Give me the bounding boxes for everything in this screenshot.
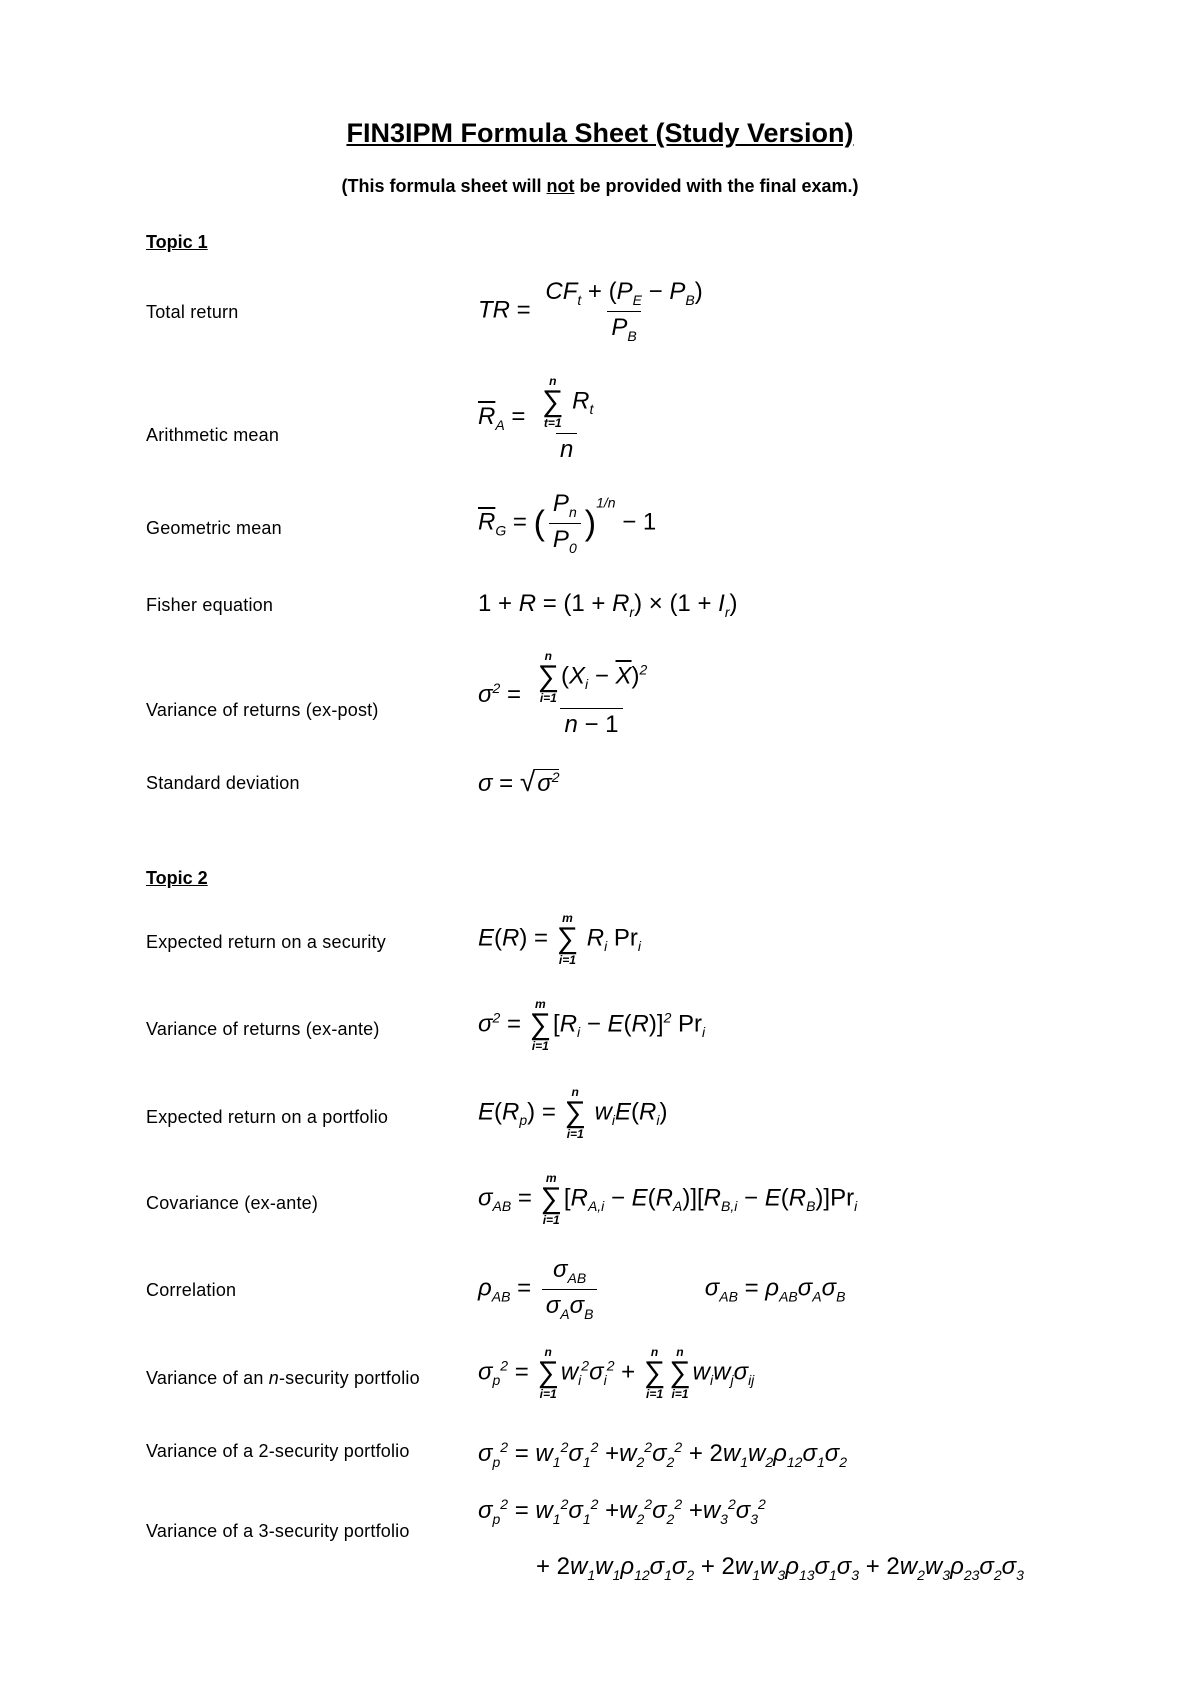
topic-2-heading: Topic 2 [146, 868, 208, 888]
formula-variance-ex-ante: $\sigma^2$ = m ∑ i=1 $[R_i - E(R)]^2$ $Pr_i$ [478, 997, 706, 1053]
subtitle-emphasis: not [546, 176, 575, 196]
formula-standard-deviation: $\sigma = √\sigma^2$ [478, 766, 560, 797]
label-total-return: Total return [146, 302, 239, 322]
formula-expected-return-security: E(R) = m ∑ i=1 $R_i$ $Pr_i$ [478, 911, 642, 967]
topic-1-heading: Topic 1 [146, 232, 208, 252]
formula-variance-3-security-line1: $\sigma_p^2 = w_1^2\sigma_1^2 +w_2^2\sigma_2^2 +w_3^2\sigma_3^2$ [478, 1496, 766, 1527]
formula-expected-return-portfolio: $E(R_p)$ = n ∑ i=1 $w_iE(R_i)$ [478, 1085, 668, 1141]
formula-geometric-mean: $\overline{R}_G$ = ( $\frac{P_n}{P_0}$ )$^{1/n}$ − 1 [478, 490, 657, 556]
formula-variance-3-security-line2: + $2w_1w_1\rho_{12}\sigma_1\sigma_2 + 2w_1w_3\rho_{13}\sigma_1\sigma_3 + 2w_2w_3\rho_{23}\sigma_2\sigma_3$ [536, 1553, 1024, 1583]
formula-variance-n-security: $\sigma_p^2$ = n ∑ i=1 $w_i^2\sigma_i^2$ + n ∑ i=1 n ∑ i=1 $w_iw_j\sigma_{ij}$ [478, 1345, 755, 1401]
label-variance-2-security: Variance of a 2-security portfolio [146, 1441, 410, 1461]
formula-arithmetic-mean: $\overline{R}_A$ = n ∑ t=1 $R_t$ n [478, 374, 594, 463]
label-variance-n-security: Variance of an n-security portfolio [146, 1368, 420, 1388]
label-standard-deviation: Standard deviation [146, 773, 300, 793]
label-variance-ex-ante: Variance of returns (ex-ante) [146, 1019, 380, 1039]
formula-covariance-ex-ante: $\sigma_{AB}$ = m ∑ i=1 $[R_{A,i} - E(R_A)][R_{B,i} - E(R_B)]Pr_i$ [478, 1171, 858, 1227]
formula-total-return: TR = $\frac{CF_t + (P_E - P_B)}{P_B}$ [478, 278, 703, 344]
label-expected-return-security: Expected return on a security [146, 932, 386, 952]
formula-correlation: $\rho_{AB}$ = $\frac{\sigma_{AB}}{\sigma_A\sigma_B}$ $\sigma_{AB} = \rho_{AB}\sigma_A\sigma_B$ [478, 1256, 846, 1322]
page-title: FIN3IPM Formula Sheet (Study Version) [346, 118, 854, 148]
formula-fisher-equation: $1 + R = (1 + R_r) \times (1 + I_r)$ [478, 590, 738, 620]
label-geometric-mean: Geometric mean [146, 518, 282, 538]
page-subtitle: (This formula sheet will not be provided with the final exam.) [341, 176, 859, 196]
formula-variance-2-security: $\sigma_p^2 = w_1^2\sigma_1^2 +w_2^2\sigma_2^2 + 2w_1w_2\rho_{12}\sigma_1\sigma_2$ [478, 1439, 848, 1470]
label-variance-3-security: Variance of a 3-security portfolio [146, 1521, 410, 1541]
label-fisher-equation: Fisher equation [146, 595, 274, 615]
label-arithmetic-mean: Arithmetic mean [146, 425, 280, 445]
label-variance-ex-post: Variance of returns (ex-post) [146, 700, 379, 720]
label-correlation: Correlation [146, 1280, 237, 1300]
formula-variance-ex-post: $\sigma^2$ = n ∑ i=1 $(X_i - \overline{X})^2$ n − 1 [478, 649, 648, 738]
label-covariance-ex-ante: Covariance (ex-ante) [146, 1193, 319, 1213]
label-expected-return-portfolio: Expected return on a portfolio [146, 1107, 389, 1127]
